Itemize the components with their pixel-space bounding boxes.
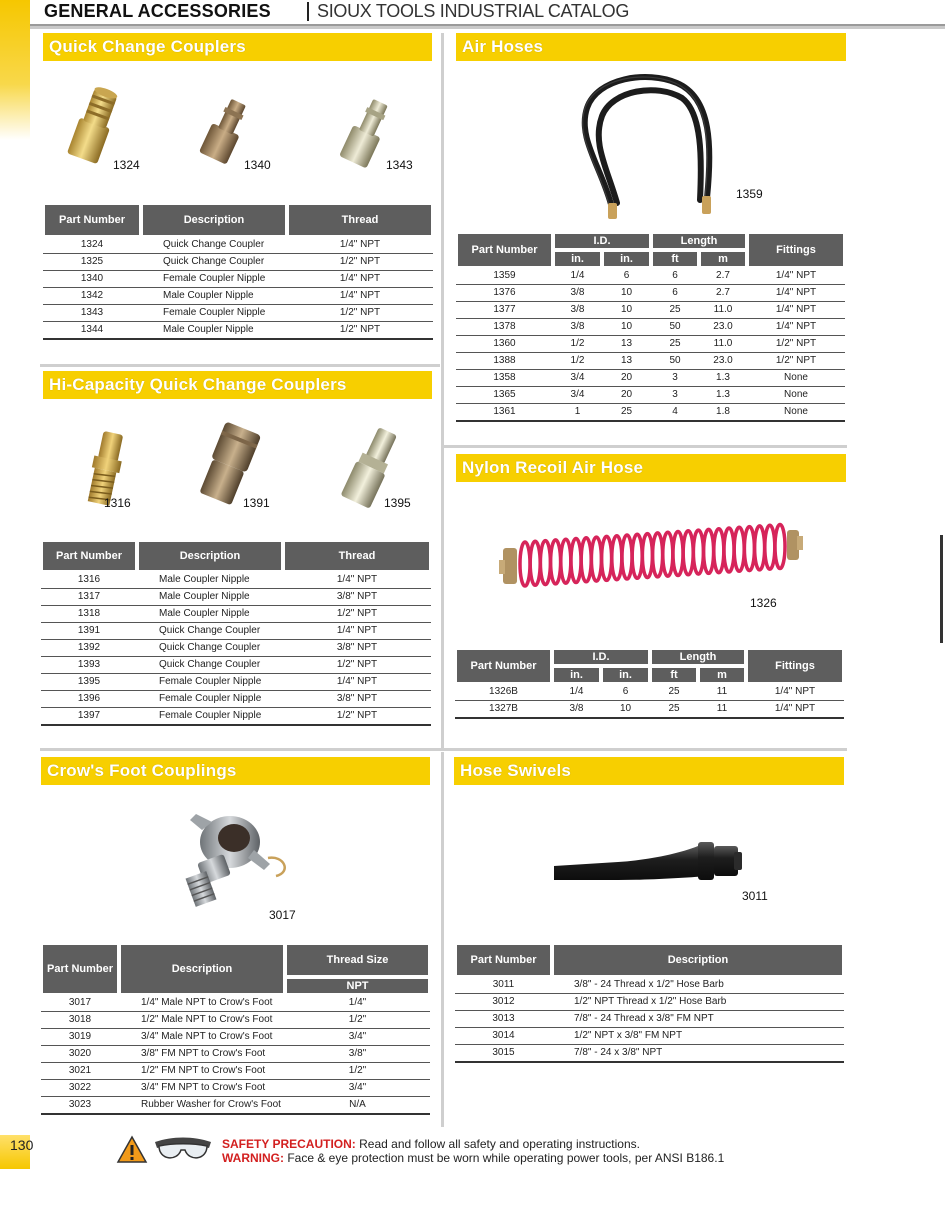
- table-row: [455, 1028, 844, 1045]
- column-divider-lower: [441, 752, 444, 1127]
- table-air-hoses: [456, 232, 845, 422]
- table-cell: 3/4": [285, 1029, 430, 1046]
- table-cell: 11.0: [699, 336, 747, 353]
- table-row: [41, 640, 431, 657]
- table-row: [456, 285, 845, 302]
- table-cell: Quick Change Coupler: [141, 237, 287, 254]
- safety-precaution-text: Read and follow all safety and operating instructions.: [355, 1137, 640, 1151]
- table-cell: 3/8: [553, 285, 602, 302]
- subheader-in: in.: [602, 250, 651, 268]
- table-cell: 1/2" NPT: [283, 606, 431, 623]
- table-cell: 3/4": [285, 1080, 430, 1097]
- product-label: 3011: [742, 889, 768, 903]
- table-cell: 1360: [456, 336, 553, 353]
- page-header: [30, 0, 945, 26]
- table-cell: 1/4" NPT: [747, 302, 845, 319]
- table-cell: 1/2" NPT: [283, 657, 431, 674]
- safety-precaution-line: [222, 1137, 724, 1151]
- table-row: [41, 1012, 430, 1029]
- subheader-ft: ft: [651, 250, 699, 268]
- table-cell: 7/8" - 24 x 3/8" NPT: [552, 1045, 844, 1063]
- coil-loop: [775, 525, 785, 569]
- safety-precaution-label: SAFETY PRECAUTION:: [222, 1137, 356, 1151]
- table-cell: 1/4" NPT: [287, 271, 433, 288]
- table-cell: 6: [651, 268, 699, 285]
- table-hi-capacity-couplers: [41, 540, 431, 726]
- table-cell: 3015: [455, 1045, 552, 1063]
- table-cell: 1/2" FM NPT to Crow's Foot: [119, 1063, 285, 1080]
- product-image-3017: [172, 800, 302, 920]
- table-cell: 1376: [456, 285, 553, 302]
- table-row: [43, 237, 433, 254]
- table-cell: 1358: [456, 370, 553, 387]
- table-cell: 6: [602, 268, 651, 285]
- table-cell: 1/2": [285, 1063, 430, 1080]
- column-header-part-number: Part Number: [456, 232, 553, 268]
- table-cell: 1/2" NPT: [747, 353, 845, 370]
- table-row: [455, 701, 844, 719]
- page-title: GENERAL ACCESSORIES: [44, 1, 271, 21]
- table-cell: Female Coupler Nipple: [137, 708, 283, 726]
- table-cell: 1/4" NPT: [287, 237, 433, 254]
- table-cell: 1/4" NPT: [283, 674, 431, 691]
- product-label: 1343: [386, 158, 413, 172]
- table-cell: 1.3: [699, 370, 747, 387]
- table-cell: Female Coupler Nipple: [141, 271, 287, 288]
- table-cell: 1: [553, 404, 602, 422]
- table-cell: 1325: [43, 254, 141, 271]
- table-row: [41, 1029, 430, 1046]
- edge-mark: [940, 535, 943, 643]
- section-title-quick-change-couplers: Quick Change Couplers: [43, 33, 432, 61]
- table-row: [41, 708, 431, 726]
- table-cell: Quick Change Coupler: [137, 640, 283, 657]
- table-cell: Quick Change Coupler: [141, 254, 287, 271]
- column-header-id: I.D.: [552, 648, 650, 666]
- table-cell: 1/2" NPT: [287, 305, 433, 322]
- table-cell: Male Coupler Nipple: [137, 572, 283, 589]
- table-cell: 1/4" NPT: [747, 268, 845, 285]
- product-image-1326: [497, 520, 807, 605]
- safety-glasses-icon: [153, 1134, 213, 1171]
- table-row: [43, 271, 433, 288]
- table-row: [455, 1045, 844, 1063]
- table-cell: 1/4" NPT: [746, 701, 844, 719]
- table-row: [43, 305, 433, 322]
- table-cell: 1324: [43, 237, 141, 254]
- table-cell: 1/4" NPT: [287, 288, 433, 305]
- table-row: [456, 319, 845, 336]
- section-title-nylon-recoil-air-hose: Nylon Recoil Air Hose: [456, 454, 846, 482]
- table-cell: 3: [651, 387, 699, 404]
- column-header-description: Description: [119, 943, 285, 995]
- product-label: 1326: [750, 596, 777, 610]
- column-header-part-number: Part Number: [455, 943, 552, 977]
- table-cell: 1316: [41, 572, 137, 589]
- table-cell: 6: [601, 684, 650, 701]
- table-row: [43, 254, 433, 271]
- table-cell: Male Coupler Nipple: [141, 288, 287, 305]
- table-cell: 50: [651, 353, 699, 370]
- table-cell: 1395: [41, 674, 137, 691]
- table-cell: 1/4: [553, 268, 602, 285]
- table-row: [41, 1046, 430, 1063]
- table-cell: 3018: [41, 1012, 119, 1029]
- table-cell: 1/4: [552, 684, 601, 701]
- table-row: [41, 657, 431, 674]
- table-cell: 1359: [456, 268, 553, 285]
- table-row: [41, 674, 431, 691]
- column-header-description: Description: [552, 943, 844, 977]
- product-label: 1391: [243, 496, 270, 510]
- side-accent-strip: [0, 0, 30, 140]
- table-cell: 1391: [41, 623, 137, 640]
- table-cell: 3019: [41, 1029, 119, 1046]
- table-row: [41, 606, 431, 623]
- warning-label: WARNING:: [222, 1151, 284, 1165]
- table-cell: 1/2" NPT: [287, 254, 433, 271]
- table-nylon-recoil-air-hose: [455, 648, 844, 719]
- table-cell: 1388: [456, 353, 553, 370]
- table-row: [43, 322, 433, 340]
- table-cell: 3014: [455, 1028, 552, 1045]
- table-row: [456, 370, 845, 387]
- subheader-in: in.: [552, 666, 601, 684]
- table-quick-change-couplers: [43, 203, 433, 340]
- table-cell: 11: [698, 701, 746, 719]
- section-title-hose-swivels: Hose Swivels: [454, 757, 844, 785]
- safety-notice: [222, 1137, 724, 1165]
- column-header-thread: Thread: [287, 203, 433, 237]
- table-cell: 7/8" - 24 Thread x 3/8" FM NPT: [552, 1011, 844, 1028]
- table-cell: Female Coupler Nipple: [141, 305, 287, 322]
- table-cell: 3/4: [553, 370, 602, 387]
- table-cell: 1/4" NPT: [283, 623, 431, 640]
- table-cell: Male Coupler Nipple: [137, 606, 283, 623]
- subheader-in: in.: [601, 666, 650, 684]
- column-header-thread-size: Thread Size: [285, 943, 430, 977]
- table-cell: Male Coupler Nipple: [141, 322, 287, 340]
- subheader-m: m: [698, 666, 746, 684]
- table-cell: 3021: [41, 1063, 119, 1080]
- table-cell: 2.7: [699, 268, 747, 285]
- table-row: [41, 691, 431, 708]
- section-title-hi-capacity-couplers: Hi-Capacity Quick Change Couplers: [43, 371, 432, 399]
- table-row: [456, 268, 845, 285]
- table-cell: None: [747, 404, 845, 422]
- product-image-1359: [572, 68, 722, 228]
- table-cell: 50: [651, 319, 699, 336]
- product-image-3011: [548, 826, 748, 901]
- subheader-npt: NPT: [285, 977, 430, 995]
- table-cell: 3/8" NPT: [283, 640, 431, 657]
- table-cell: 1342: [43, 288, 141, 305]
- table-cell: Quick Change Coupler: [137, 623, 283, 640]
- table-row: [43, 288, 433, 305]
- table-cell: 1.3: [699, 387, 747, 404]
- table-cell: 23.0: [699, 319, 747, 336]
- table-cell: 3/4" FM NPT to Crow's Foot: [119, 1080, 285, 1097]
- column-header-part-number: Part Number: [455, 648, 552, 684]
- table-cell: 1/4" NPT: [747, 319, 845, 336]
- table-row: [41, 1063, 430, 1080]
- table-cell: 3011: [455, 977, 552, 994]
- header-rule: [30, 26, 945, 29]
- header-separator: [307, 2, 309, 21]
- table-cell: 1/2" NPT: [287, 322, 433, 340]
- table-cell: 6: [651, 285, 699, 302]
- table-cell: Female Coupler Nipple: [137, 691, 283, 708]
- column-divider: [441, 33, 444, 748]
- table-row: [455, 977, 844, 994]
- table-cell: 4: [651, 404, 699, 422]
- table-cell: Female Coupler Nipple: [137, 674, 283, 691]
- table-cell: Male Coupler Nipple: [137, 589, 283, 606]
- table-cell: 3013: [455, 1011, 552, 1028]
- table-cell: 1343: [43, 305, 141, 322]
- table-cell: None: [747, 387, 845, 404]
- table-cell: 3/8: [553, 302, 602, 319]
- table-cell: 1397: [41, 708, 137, 726]
- table-cell: 1392: [41, 640, 137, 657]
- product-label: 1359: [736, 187, 763, 201]
- table-cell: 1/2" NPT Thread x 1/2" Hose Barb: [552, 994, 844, 1011]
- table-cell: 1/4" NPT: [283, 572, 431, 589]
- column-header-thread: Thread: [283, 540, 431, 572]
- section-divider: [444, 445, 847, 448]
- column-header-fittings: Fittings: [747, 232, 845, 268]
- table-cell: 1378: [456, 319, 553, 336]
- table-row: [41, 1097, 430, 1115]
- page-subtitle: SIOUX TOOLS INDUSTRIAL CATALOG: [317, 1, 630, 21]
- section-title-crows-foot-couplings: Crow's Foot Couplings: [41, 757, 430, 785]
- table-cell: 3012: [455, 994, 552, 1011]
- section-divider: [40, 748, 847, 751]
- product-label: 1395: [384, 496, 411, 510]
- table-cell: 1/2: [553, 353, 602, 370]
- column-header-fittings: Fittings: [746, 648, 844, 684]
- section-divider: [40, 364, 440, 367]
- table-cell: 11: [698, 684, 746, 701]
- table-cell: 1377: [456, 302, 553, 319]
- table-cell: 3/8" - 24 Thread x 1/2" Hose Barb: [552, 977, 844, 994]
- table-cell: 1/4" NPT: [746, 684, 844, 701]
- table-cell: 3/8": [285, 1046, 430, 1063]
- table-cell: 3020: [41, 1046, 119, 1063]
- table-cell: 1/2": [285, 1012, 430, 1029]
- table-hose-swivels: [455, 943, 844, 1063]
- column-header-description: Description: [141, 203, 287, 237]
- column-header-part-number: Part Number: [41, 943, 119, 995]
- table-row: [41, 589, 431, 606]
- table-cell: 1/2" NPT: [283, 708, 431, 726]
- product-label: 1324: [113, 158, 140, 172]
- table-cell: 3/8" FM NPT to Crow's Foot: [119, 1046, 285, 1063]
- table-row: [456, 387, 845, 404]
- warning-text: Face & eye protection must be worn while operating power tools, per ANSI B186.1: [284, 1151, 725, 1165]
- page-number: 130: [10, 1137, 34, 1153]
- table-cell: 23.0: [699, 353, 747, 370]
- table-cell: 1327B: [455, 701, 552, 719]
- table-cell: 1326B: [455, 684, 552, 701]
- table-cell: 1/4" Male NPT to Crow's Foot: [119, 995, 285, 1012]
- table-cell: 13: [602, 336, 651, 353]
- table-cell: 3017: [41, 995, 119, 1012]
- column-header-length: Length: [650, 648, 746, 666]
- table-cell: Quick Change Coupler: [137, 657, 283, 674]
- table-cell: 25: [650, 684, 698, 701]
- table-row: [455, 994, 844, 1011]
- table-row: [456, 353, 845, 370]
- column-header-length: Length: [651, 232, 747, 250]
- table-cell: 10: [602, 319, 651, 336]
- section-title-air-hoses: Air Hoses: [456, 33, 846, 61]
- table-row: [455, 1011, 844, 1028]
- table-crows-foot-couplings: [41, 943, 430, 1115]
- table-cell: 1317: [41, 589, 137, 606]
- table-cell: Rubber Washer for Crow's Foot: [119, 1097, 285, 1115]
- table-cell: 3/8: [553, 319, 602, 336]
- table-cell: 1361: [456, 404, 553, 422]
- table-cell: 10: [602, 302, 651, 319]
- table-cell: 3/8" NPT: [283, 589, 431, 606]
- product-label: 3017: [269, 908, 296, 922]
- table-cell: 1393: [41, 657, 137, 674]
- table-cell: 3022: [41, 1080, 119, 1097]
- table-cell: 3/4: [553, 387, 602, 404]
- product-label: 1340: [244, 158, 271, 172]
- table-cell: 10: [601, 701, 650, 719]
- table-cell: 1318: [41, 606, 137, 623]
- table-cell: 11.0: [699, 302, 747, 319]
- table-cell: 1/4": [285, 995, 430, 1012]
- table-cell: 3/8" NPT: [283, 691, 431, 708]
- table-cell: 25: [602, 404, 651, 422]
- table-cell: 3/4" Male NPT to Crow's Foot: [119, 1029, 285, 1046]
- column-header-id: I.D.: [553, 232, 651, 250]
- table-cell: 3023: [41, 1097, 119, 1115]
- table-cell: 3/8: [552, 701, 601, 719]
- table-row: [41, 572, 431, 589]
- subheader-in: in.: [553, 250, 602, 268]
- table-cell: 2.7: [699, 285, 747, 302]
- product-label: 1316: [104, 496, 131, 510]
- table-cell: 1/2" Male NPT to Crow's Foot: [119, 1012, 285, 1029]
- table-row: [41, 1080, 430, 1097]
- table-cell: 1/4" NPT: [747, 285, 845, 302]
- table-cell: 1396: [41, 691, 137, 708]
- table-cell: N/A: [285, 1097, 430, 1115]
- table-cell: 25: [650, 701, 698, 719]
- table-cell: 1/2" NPT: [747, 336, 845, 353]
- warning-triangle-icon: [116, 1135, 148, 1170]
- table-row: [455, 684, 844, 701]
- warning-line: [222, 1151, 724, 1165]
- table-cell: 20: [602, 387, 651, 404]
- table-cell: 1/2" NPT x 3/8" FM NPT: [552, 1028, 844, 1045]
- table-cell: 25: [651, 336, 699, 353]
- table-cell: 10: [602, 285, 651, 302]
- column-header-description: Description: [137, 540, 283, 572]
- table-row: [41, 623, 431, 640]
- table-cell: 1/2: [553, 336, 602, 353]
- table-cell: 20: [602, 370, 651, 387]
- table-row: [456, 404, 845, 422]
- table-cell: 1.8: [699, 404, 747, 422]
- table-cell: 3: [651, 370, 699, 387]
- column-header-part-number: Part Number: [41, 540, 137, 572]
- subheader-m: m: [699, 250, 747, 268]
- table-cell: 13: [602, 353, 651, 370]
- table-cell: 25: [651, 302, 699, 319]
- table-cell: 1344: [43, 322, 141, 340]
- table-cell: None: [747, 370, 845, 387]
- table-row: [456, 302, 845, 319]
- subheader-ft: ft: [650, 666, 698, 684]
- table-cell: 1365: [456, 387, 553, 404]
- column-header-part-number: Part Number: [43, 203, 141, 237]
- table-cell: 1340: [43, 271, 141, 288]
- table-row: [456, 336, 845, 353]
- table-row: [41, 995, 430, 1012]
